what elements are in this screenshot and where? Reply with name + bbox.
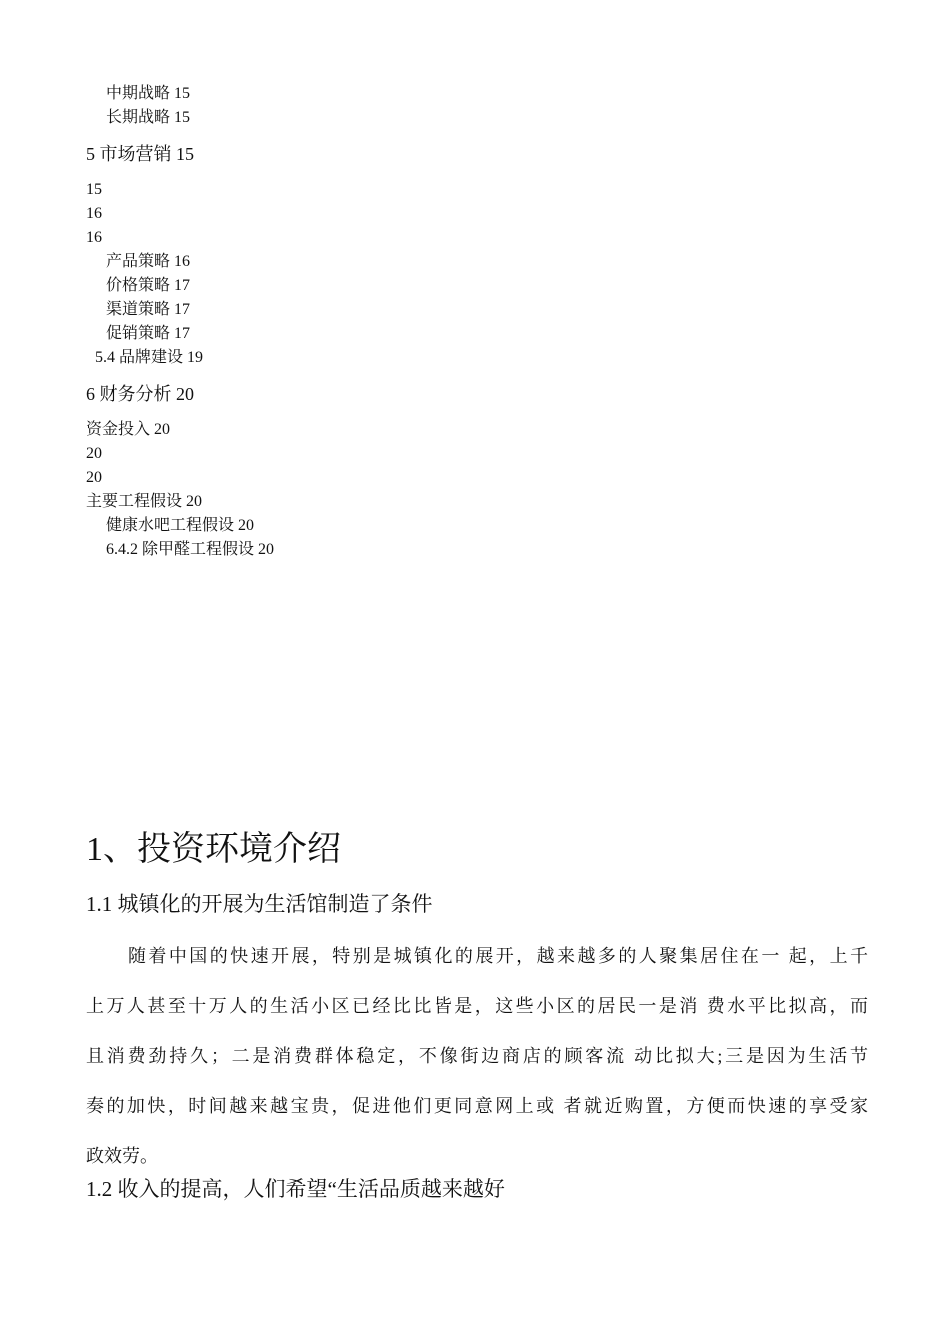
body-paragraph [86, 931, 868, 1181]
toc-section: 5 市场营销 15 [86, 144, 194, 164]
toc-entry: 产品策略 16 [106, 253, 191, 270]
paragraph-line: 且消费劲持久；二是消费群体稳定，不像街边商店的顾客流 动比拟大;三是因为生活节 [86, 1046, 868, 1066]
toc-entry: 价格策略 17 [106, 277, 191, 294]
paragraph-line: 奏的加快，时间越来越宝贵，促进他们更同意网上或 者就近购置，方便而快速的享受家 [86, 1096, 868, 1116]
subsection-heading: 1.1 城镇化的开展为生活馆制造了条件 [86, 892, 433, 916]
toc-section: 6 财务分析 20 [86, 384, 194, 404]
paragraph-line: 随着中国的快速开展，特别是城镇化的展开，越来越多的人聚集居住在一 起，上千 [128, 946, 868, 966]
toc-entry: 中期战略 15 [106, 85, 191, 102]
toc-entry: 资金投入 20 [86, 421, 171, 438]
subsection-heading: 1.2 收入的提高，人们希望“生活品质越来越好 [86, 1177, 505, 1201]
paragraph-line: 政效劳。 [86, 1146, 158, 1166]
toc-entry: 主要工程假设 20 [86, 493, 203, 510]
paragraph-line: 上万人甚至十万人的生活小区已经比比皆是，这些小区的居民一是消 费水平比拟高，而 [86, 996, 868, 1016]
toc-entry: 健康水吧工程假设 20 [106, 517, 255, 534]
toc-entry: 15 [86, 181, 102, 198]
table-of-contents [86, 82, 274, 562]
toc-entry: 渠道策略 17 [106, 301, 191, 318]
section-heading: 1、投资环境介绍 [86, 831, 341, 868]
toc-entry: 20 [86, 445, 102, 462]
toc-entry: 促销策略 17 [106, 325, 191, 342]
toc-entry: 长期战略 15 [106, 109, 191, 126]
toc-entry: 5.4 品牌建设 19 [95, 349, 204, 366]
toc-entry: 16 [86, 205, 102, 222]
toc-entry: 6.4.2 除甲醛工程假设 20 [106, 541, 275, 558]
toc-entry: 20 [86, 469, 102, 486]
toc-entry: 16 [86, 229, 102, 246]
